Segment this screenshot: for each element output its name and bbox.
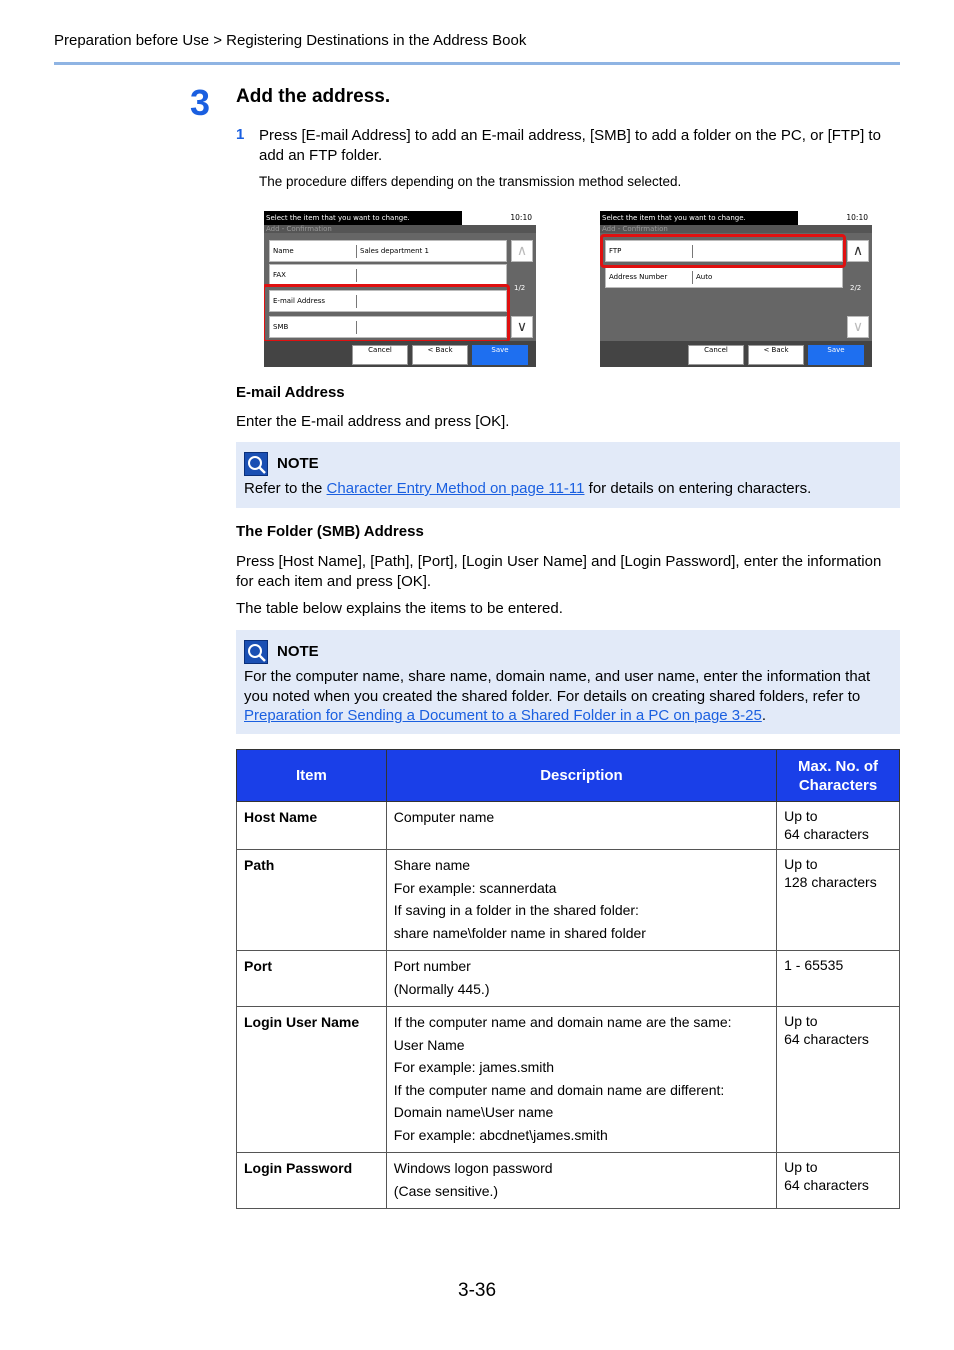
cell-max — [777, 951, 900, 1007]
cell-max — [777, 802, 900, 850]
note-text-pre: For the computer name, share name, domain name, and user name, enter the information that you noted when you created the shared folder. For details on creating shared folders, refer to — [244, 668, 871, 705]
desc-line: For example: james.smith — [393, 1059, 555, 1075]
cell-item: Login User Name — [237, 1007, 387, 1153]
cell-item: Path — [237, 850, 387, 951]
cell-description — [386, 1153, 776, 1209]
row-separator — [356, 269, 357, 282]
step-number: 3 — [190, 82, 211, 123]
max-line: Up to — [784, 1159, 818, 1175]
scroll-up-icon[interactable]: ∧ — [847, 240, 869, 262]
note-text-pre: Refer to the — [244, 480, 327, 497]
max-line: Up to — [784, 1013, 818, 1029]
screen-prompt: Select the item that you want to change. — [264, 211, 462, 225]
cell-item: Login Password — [237, 1153, 387, 1209]
back-button[interactable]: < Back — [748, 345, 804, 365]
breadcrumb: Preparation before Use > Registering Destinations in the Address Book — [54, 32, 527, 49]
desc-line: Port number — [393, 958, 471, 974]
desc-line: (Case sensitive.) — [393, 1182, 499, 1199]
header-rule — [54, 62, 900, 65]
screen-mockup-page2 — [600, 211, 872, 367]
screen-prompt: Select the item that you want to change. — [600, 211, 798, 225]
max-line: 64 characters — [784, 1031, 869, 1047]
page-number: 3-36 — [458, 1280, 497, 1301]
desc-line: For example: abcdnet\james.smith — [393, 1126, 608, 1143]
row-value: Sales department 1 — [360, 247, 429, 255]
screen-time: 10:10 — [510, 213, 532, 222]
note-box-smb — [236, 630, 900, 734]
cell-description — [386, 802, 776, 850]
cell-description — [386, 850, 776, 951]
scroll-up-icon[interactable]: ∧ — [511, 240, 533, 262]
desc-line: Windows logon password — [393, 1160, 553, 1176]
row-fax[interactable] — [269, 264, 507, 286]
smb-table-intro: The table below explains the items to be entered. — [236, 600, 563, 617]
smb-instruction: Press [Host Name], [Path], [Port], [Login User Name] and [Login Password], enter the information for each item and press [OK]. — [236, 553, 882, 590]
desc-line: share name\folder name in shared folder — [393, 924, 646, 941]
desc-line: Domain name\User name — [393, 1104, 554, 1120]
page-indicator: 1/2 — [514, 284, 526, 292]
cell-item: Host Name — [237, 802, 387, 850]
max-line: Up to — [784, 808, 818, 824]
row-label: Name — [273, 247, 294, 255]
desc-line: User Name — [393, 1036, 465, 1053]
table-row — [237, 850, 900, 951]
note-icon — [244, 640, 268, 664]
cell-max — [777, 850, 900, 951]
desc-line: If the computer name and domain name are different: — [393, 1081, 725, 1098]
character-entry-link[interactable]: Character Entry Method on page 11-11 — [326, 480, 585, 497]
note-title: NOTE — [277, 455, 319, 472]
header-max-chars: Max. No. of Characters — [777, 750, 900, 802]
note-icon — [244, 452, 268, 476]
smb-items-table — [236, 749, 900, 1209]
step-title: Add the address. — [236, 86, 391, 107]
max-line: 64 characters — [784, 826, 869, 842]
page-indicator: 2/2 — [850, 284, 862, 292]
row-separator — [356, 245, 357, 258]
email-heading: E-mail Address — [236, 384, 345, 401]
desc-line: Computer name — [393, 809, 495, 825]
row-label: Address Number — [609, 273, 668, 281]
scroll-down-icon[interactable]: ∨ — [847, 316, 869, 338]
save-button[interactable]: Save — [472, 345, 528, 365]
cell-description — [386, 951, 776, 1007]
max-line: 128 characters — [784, 874, 877, 890]
back-button[interactable]: < Back — [412, 345, 468, 365]
note-title: NOTE — [277, 643, 319, 660]
desc-line: (Normally 445.) — [393, 980, 490, 997]
email-instruction: Enter the E-mail address and press [OK]. — [236, 413, 510, 430]
highlight-frame — [600, 234, 846, 268]
substep-text: Press [E-mail Address] to add an E-mail address, [SMB] to add a folder on the PC, or [FTP] to add an FTP folder. — [259, 127, 881, 164]
row-label: FTP — [609, 247, 622, 255]
table-header-row — [237, 750, 900, 802]
scroll-down-icon[interactable]: ∨ — [511, 316, 533, 338]
screen-subtitle: Add - Confirmation — [266, 225, 332, 233]
cell-max — [777, 1153, 900, 1209]
row-label: E-mail Address — [273, 297, 326, 305]
substep-number: 1 — [236, 126, 245, 143]
note-text-post: for details on entering characters. — [584, 480, 812, 497]
header-item: Item — [237, 750, 387, 802]
note-text — [244, 479, 892, 499]
row-label: SMB — [273, 323, 289, 331]
cell-description — [386, 1007, 776, 1153]
shared-folder-link[interactable]: Preparation for Sending a Document to a Shared Folder in a PC on page 3-25 — [244, 707, 762, 724]
row-value: Auto — [696, 273, 713, 281]
table-row — [237, 951, 900, 1007]
header-description: Description — [386, 750, 776, 802]
smb-heading: The Folder (SMB) Address — [236, 523, 424, 540]
desc-line: Share name — [393, 857, 471, 873]
desc-line: For example: scannerdata — [393, 879, 557, 896]
row-name[interactable] — [269, 240, 507, 262]
row-label: FAX — [273, 271, 286, 279]
cell-item: Port — [237, 951, 387, 1007]
row-separator — [692, 271, 693, 284]
cancel-button[interactable]: Cancel — [352, 345, 408, 365]
table-row — [237, 802, 900, 850]
cancel-button[interactable]: Cancel — [688, 345, 744, 365]
note-text-post: . — [761, 707, 766, 724]
screen-subtitle: Add - Confirmation — [602, 225, 668, 233]
desc-line: If the computer name and domain name are the same: — [393, 1014, 732, 1030]
highlight-frame — [264, 284, 510, 343]
note-box-email — [236, 442, 900, 508]
table-row — [237, 1007, 900, 1153]
desc-line: If saving in a folder in the shared folder: — [393, 902, 639, 918]
max-line: 64 characters — [784, 1177, 869, 1193]
max-line: 1 - 65535 — [784, 957, 844, 973]
screen-time: 10:10 — [846, 213, 868, 222]
cell-max — [777, 1007, 900, 1153]
screen-mockup-page1 — [264, 211, 536, 367]
note-text — [244, 667, 892, 726]
max-line: Up to — [784, 856, 818, 872]
row-address-number[interactable] — [605, 266, 843, 288]
table-row — [237, 1153, 900, 1209]
procedure-note: The procedure differs depending on the transmission method selected. — [259, 174, 682, 189]
save-button[interactable]: Save — [808, 345, 864, 365]
